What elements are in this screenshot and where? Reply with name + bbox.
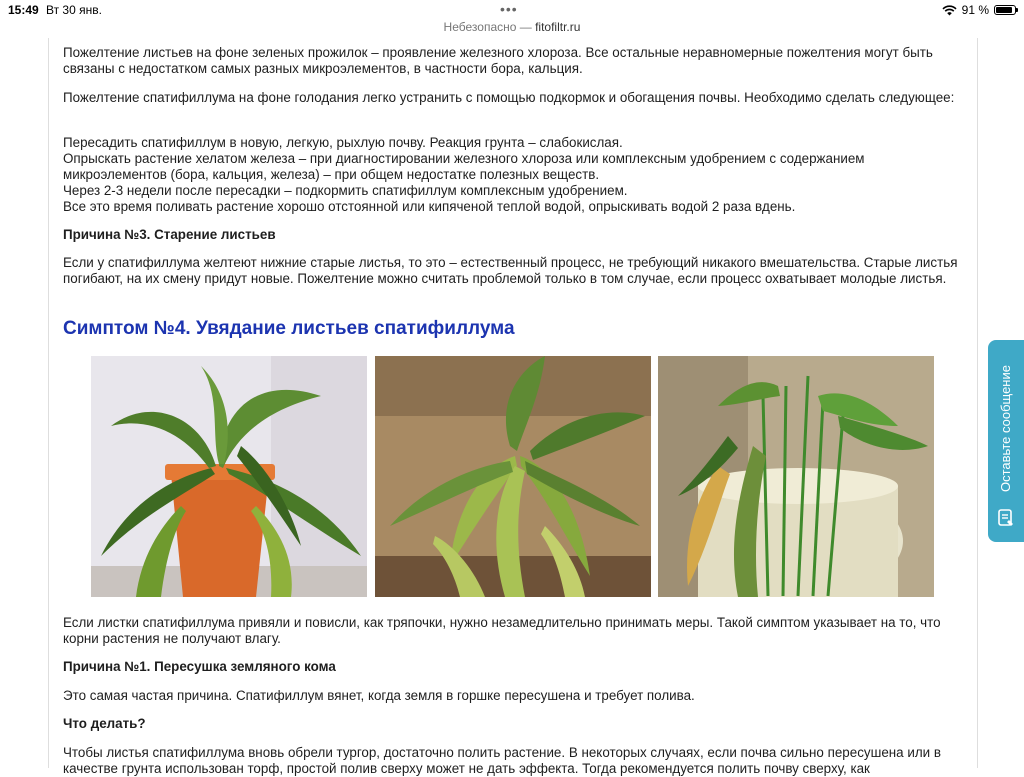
battery-percent: 91 %	[961, 3, 989, 17]
article-container	[48, 38, 978, 776]
wilted-plant-photo-3[interactable]	[658, 356, 934, 597]
tab-overview-dots[interactable]: •••	[500, 1, 518, 17]
list-item: Все это время поливать растение хорошо отстоянной или кипяченой теплой водой, опрыскивать водой 2 раза вдень.	[63, 199, 796, 214]
wifi-icon	[942, 5, 957, 16]
paragraph-wilting: Если листки спатифиллума привяли и повисли, как тряпочки, нужно незамедлительно принимать меры. Такой симптом указывает на то, что корни растения не получают влагу.	[63, 615, 941, 646]
feedback-tab[interactable]	[988, 340, 1024, 542]
status-time: 15:49	[8, 3, 39, 17]
status-date: Вт 30 янв.	[46, 3, 102, 17]
feedback-label: Оставьте сообщение	[998, 365, 1013, 493]
paragraph-dry-soil: Это самая частая причина. Спатифиллум вянет, когда земля в горшке пересушена и требует полива.	[63, 688, 695, 703]
what-to-do-heading: Что делать?	[63, 716, 146, 731]
paragraph-chlorosis: Пожелтение листьев на фоне зеленых прожилок – проявление железного хлороза. Все остальные неравномерные пожелтения могут быть связаны с недостатком самых разных микроэлементов, в частности бора, кальция.	[63, 45, 933, 76]
paragraph-feeding: Пожелтение спатифиллума на фоне голодания легко устранить с помощью подкормок и обогащения почвы. Необходимо сделать следующее:	[63, 90, 955, 105]
photo-gallery	[91, 356, 936, 597]
address-bar[interactable]	[0, 20, 1024, 38]
security-label: Небезопасно —	[443, 20, 536, 34]
list-item: Пересадить спатифиллум в новую, легкую, рыхлую почву. Реакция грунта – слабокислая.	[63, 135, 623, 150]
battery-icon	[994, 5, 1016, 15]
steps-list	[63, 135, 963, 215]
wilted-plant-photo-1[interactable]	[91, 356, 367, 597]
wilted-plant-photo-2[interactable]	[375, 356, 651, 597]
cause3-heading: Причина №3. Старение листьев	[63, 227, 276, 242]
list-item: Опрыскать растение хелатом железа – при диагностировании железного хлороза или комплексным удобрением с содержанием микроэлементов (бора, кальция, железа) – при общем недостатке полезных веществ.	[63, 151, 865, 182]
paragraph-watering: Чтобы листья спатифиллума вновь обрели тургор, достаточно полить растение. В некоторых случаях, если почва сильно пересушена или в качестве грунта использован торф, простой полив сверху может не дать эффекта. Тогда рекомендуется полить почву сверху, как	[63, 745, 941, 776]
list-item: Через 2-3 недели после пересадки – подкормить спатифиллум комплексным удобрением.	[63, 183, 628, 198]
cause1-heading: Причина №1. Пересушка земляного кома	[63, 659, 336, 674]
message-icon	[997, 508, 1015, 528]
symptom4-heading: Симптом №4. Увядание листьев спатифиллума	[63, 318, 515, 339]
url-domain: fitofiltr.ru	[535, 20, 581, 34]
paragraph-aging: Если у спатифиллума желтеют нижние старые листья, то это – естественный процесс, не требующий никакого вмешательства. Старые листья погибают, на их смену придут новые. Пожелтение можно считать проблемой только в том случае, если процесс охватывает молодые листья.	[63, 255, 958, 286]
